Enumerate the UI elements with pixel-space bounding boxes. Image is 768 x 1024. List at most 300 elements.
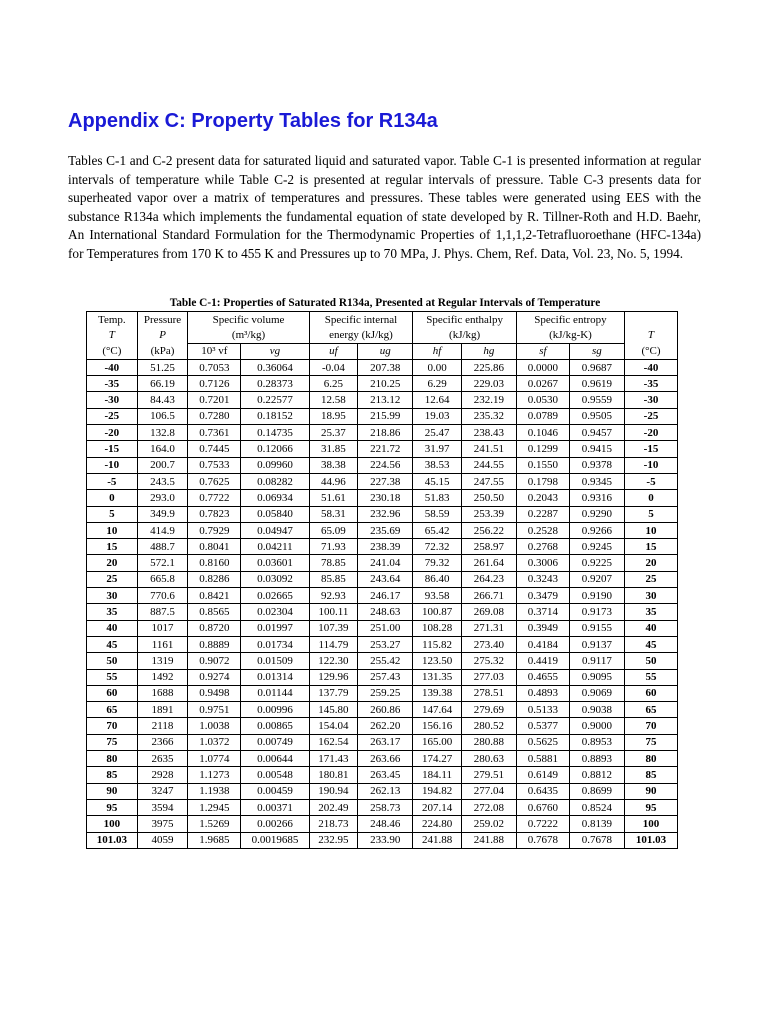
table-row — [87, 425, 678, 441]
header-specific-volume-unit: (m³/kg) — [188, 327, 309, 343]
cell-sf: 0.0267 — [516, 376, 569, 392]
header-entropy-unit: (kJ/kg-K) — [516, 327, 624, 343]
cell-sg: 0.9316 — [569, 490, 624, 506]
cell-vf: 0.9751 — [188, 702, 241, 718]
cell-ug: 246.17 — [358, 588, 413, 604]
cell-temp-right: 65 — [624, 702, 677, 718]
cell-pressure: 572.1 — [137, 555, 188, 571]
cell-sg: 0.9505 — [569, 408, 624, 424]
table-row — [87, 604, 678, 620]
cell-temp: 85 — [87, 767, 138, 783]
cell-vf: 1.0372 — [188, 734, 241, 750]
cell-pressure: 2118 — [137, 718, 188, 734]
cell-temp: 30 — [87, 588, 138, 604]
cell-temp: -35 — [87, 376, 138, 392]
cell-temp: -40 — [87, 359, 138, 375]
cell-ug: 258.73 — [358, 799, 413, 815]
cell-hf: 241.88 — [413, 832, 462, 848]
cell-sf: 0.0789 — [516, 408, 569, 424]
cell-sg: 0.8893 — [569, 751, 624, 767]
cell-vf: 0.8720 — [188, 620, 241, 636]
cell-sg: 0.8139 — [569, 816, 624, 832]
table-row — [87, 767, 678, 783]
cell-sf: 0.3243 — [516, 571, 569, 587]
table-row — [87, 669, 678, 685]
cell-sg: 0.7678 — [569, 832, 624, 848]
cell-temp-right: -5 — [624, 473, 677, 489]
header-t2-unit: (°C) — [624, 343, 677, 359]
cell-hg: 278.51 — [461, 685, 516, 701]
cell-pressure: 66.19 — [137, 376, 188, 392]
cell-hg: 280.63 — [461, 751, 516, 767]
cell-temp-right: -10 — [624, 457, 677, 473]
cell-vg: 0.12066 — [241, 441, 309, 457]
cell-sg: 0.8524 — [569, 799, 624, 815]
table-row — [87, 571, 678, 587]
cell-hg: 253.39 — [461, 506, 516, 522]
cell-uf: 85.85 — [309, 571, 358, 587]
table-row — [87, 734, 678, 750]
cell-hg: 277.03 — [461, 669, 516, 685]
cell-vg: 0.02665 — [241, 588, 309, 604]
cell-ug: 213.12 — [358, 392, 413, 408]
cell-vf: 0.7201 — [188, 392, 241, 408]
cell-uf: 137.79 — [309, 685, 358, 701]
table-row — [87, 702, 678, 718]
cell-vg: 0.03092 — [241, 571, 309, 587]
cell-ug: 235.69 — [358, 522, 413, 538]
cell-pressure: 1688 — [137, 685, 188, 701]
cell-sg: 0.9069 — [569, 685, 624, 701]
cell-temp: 95 — [87, 799, 138, 815]
header-internal-energy-unit: energy (kJ/kg) — [309, 327, 413, 343]
cell-temp-right: 25 — [624, 571, 677, 587]
cell-hg: 232.19 — [461, 392, 516, 408]
cell-vg: 0.28373 — [241, 376, 309, 392]
table-row — [87, 555, 678, 571]
cell-ug: 263.66 — [358, 751, 413, 767]
cell-ug: 241.04 — [358, 555, 413, 571]
cell-temp-right: -25 — [624, 408, 677, 424]
cell-sg: 0.9245 — [569, 539, 624, 555]
cell-ug: 248.46 — [358, 816, 413, 832]
cell-temp: 35 — [87, 604, 138, 620]
cell-temp: 15 — [87, 539, 138, 555]
cell-temp-right: 85 — [624, 767, 677, 783]
cell-uf: 51.61 — [309, 490, 358, 506]
cell-ug: 263.45 — [358, 767, 413, 783]
cell-sg: 0.9207 — [569, 571, 624, 587]
table-row — [87, 473, 678, 489]
cell-vg: 0.36064 — [241, 359, 309, 375]
cell-ug: 218.86 — [358, 425, 413, 441]
cell-temp: 45 — [87, 636, 138, 652]
cell-uf: 12.58 — [309, 392, 358, 408]
cell-pressure: 2366 — [137, 734, 188, 750]
header-vg: vg — [241, 343, 309, 359]
cell-ug: 263.17 — [358, 734, 413, 750]
cell-uf: -0.04 — [309, 359, 358, 375]
cell-vf: 1.1273 — [188, 767, 241, 783]
cell-temp-right: -15 — [624, 441, 677, 457]
cell-hg: 273.40 — [461, 636, 516, 652]
cell-sf: 0.2043 — [516, 490, 569, 506]
cell-sg: 0.9095 — [569, 669, 624, 685]
cell-temp-right: 95 — [624, 799, 677, 815]
cell-pressure: 1492 — [137, 669, 188, 685]
cell-temp: 75 — [87, 734, 138, 750]
cell-hg: 271.31 — [461, 620, 516, 636]
table-row — [87, 522, 678, 538]
cell-vf: 0.7625 — [188, 473, 241, 489]
cell-hg: 229.03 — [461, 376, 516, 392]
cell-vg: 0.01144 — [241, 685, 309, 701]
cell-hg: 280.88 — [461, 734, 516, 750]
cell-pressure: 132.8 — [137, 425, 188, 441]
cell-sg: 0.9225 — [569, 555, 624, 571]
cell-sf: 0.3006 — [516, 555, 569, 571]
cell-sf: 0.5133 — [516, 702, 569, 718]
cell-sg: 0.9687 — [569, 359, 624, 375]
cell-ug: 233.90 — [358, 832, 413, 848]
cell-hg: 256.22 — [461, 522, 516, 538]
cell-temp-right: 50 — [624, 653, 677, 669]
cell-temp-right: 20 — [624, 555, 677, 571]
cell-sf: 0.6760 — [516, 799, 569, 815]
cell-hf: 115.82 — [413, 636, 462, 652]
cell-uf: 202.49 — [309, 799, 358, 815]
cell-vg: 0.00749 — [241, 734, 309, 750]
header-pressure-symbol: P — [137, 327, 188, 343]
table-row — [87, 832, 678, 848]
cell-sg: 0.8812 — [569, 767, 624, 783]
cell-uf: 31.85 — [309, 441, 358, 457]
cell-hf: 224.80 — [413, 816, 462, 832]
cell-ug: 224.56 — [358, 457, 413, 473]
cell-ug: 230.18 — [358, 490, 413, 506]
cell-sf: 0.4419 — [516, 653, 569, 669]
cell-pressure: 3975 — [137, 816, 188, 832]
cell-hf: 165.00 — [413, 734, 462, 750]
header-t2-symbol: T — [624, 327, 677, 343]
table-row — [87, 457, 678, 473]
cell-sg: 0.9117 — [569, 653, 624, 669]
cell-ug: 262.13 — [358, 783, 413, 799]
cell-hf: 31.97 — [413, 441, 462, 457]
cell-hf: 139.38 — [413, 685, 462, 701]
cell-hg: 238.43 — [461, 425, 516, 441]
property-table — [86, 311, 678, 849]
cell-sf: 0.4655 — [516, 669, 569, 685]
cell-temp-right: 70 — [624, 718, 677, 734]
cell-ug: 210.25 — [358, 376, 413, 392]
cell-pressure: 84.43 — [137, 392, 188, 408]
cell-temp: -30 — [87, 392, 138, 408]
cell-vf: 0.9274 — [188, 669, 241, 685]
cell-hf: 25.47 — [413, 425, 462, 441]
cell-vf: 0.9072 — [188, 653, 241, 669]
cell-sf: 0.3714 — [516, 604, 569, 620]
cell-sf: 0.4184 — [516, 636, 569, 652]
cell-sg: 0.9137 — [569, 636, 624, 652]
table-row — [87, 636, 678, 652]
cell-pressure: 1319 — [137, 653, 188, 669]
cell-pressure: 106.5 — [137, 408, 188, 424]
cell-vf: 0.8565 — [188, 604, 241, 620]
cell-temp-right: 30 — [624, 588, 677, 604]
cell-hf: 131.35 — [413, 669, 462, 685]
cell-uf: 92.93 — [309, 588, 358, 604]
cell-temp: 0 — [87, 490, 138, 506]
header-temp-symbol: T — [87, 327, 138, 343]
cell-vf: 0.7280 — [188, 408, 241, 424]
cell-vf: 1.1938 — [188, 783, 241, 799]
cell-pressure: 2635 — [137, 751, 188, 767]
cell-pressure: 200.7 — [137, 457, 188, 473]
cell-temp: 80 — [87, 751, 138, 767]
header-sf: sf — [516, 343, 569, 359]
cell-vg: 0.14735 — [241, 425, 309, 441]
cell-ug: 221.72 — [358, 441, 413, 457]
cell-sg: 0.9415 — [569, 441, 624, 457]
cell-temp: -15 — [87, 441, 138, 457]
table-row — [87, 441, 678, 457]
cell-vg: 0.00371 — [241, 799, 309, 815]
cell-temp-right: 45 — [624, 636, 677, 652]
cell-vf: 0.7929 — [188, 522, 241, 538]
cell-temp-right: 55 — [624, 669, 677, 685]
cell-hf: 207.14 — [413, 799, 462, 815]
cell-hg: 244.55 — [461, 457, 516, 473]
cell-ug: 262.20 — [358, 718, 413, 734]
cell-temp-right: 90 — [624, 783, 677, 799]
header-pressure-unit: (kPa) — [137, 343, 188, 359]
cell-vg: 0.04211 — [241, 539, 309, 555]
cell-uf: 232.95 — [309, 832, 358, 848]
cell-hg: 269.08 — [461, 604, 516, 620]
cell-pressure: 349.9 — [137, 506, 188, 522]
cell-vf: 0.7445 — [188, 441, 241, 457]
cell-uf: 190.94 — [309, 783, 358, 799]
cell-sf: 0.2528 — [516, 522, 569, 538]
table-row — [87, 392, 678, 408]
cell-pressure: 1161 — [137, 636, 188, 652]
cell-sf: 0.5377 — [516, 718, 569, 734]
cell-temp: -20 — [87, 425, 138, 441]
table-row — [87, 376, 678, 392]
table-row — [87, 685, 678, 701]
cell-hg: 266.71 — [461, 588, 516, 604]
table-row — [87, 718, 678, 734]
cell-pressure: 164.0 — [137, 441, 188, 457]
cell-temp-right: -30 — [624, 392, 677, 408]
cell-vg: 0.00865 — [241, 718, 309, 734]
cell-hf: 51.83 — [413, 490, 462, 506]
cell-pressure: 4059 — [137, 832, 188, 848]
header-t2-top — [624, 312, 677, 328]
cell-vg: 0.03601 — [241, 555, 309, 571]
cell-sf: 0.7678 — [516, 832, 569, 848]
cell-pressure: 1017 — [137, 620, 188, 636]
cell-ug: 243.64 — [358, 571, 413, 587]
header-enthalpy-unit: (kJ/kg) — [413, 327, 517, 343]
cell-vg: 0.18152 — [241, 408, 309, 424]
cell-sf: 0.0530 — [516, 392, 569, 408]
cell-pressure: 51.25 — [137, 359, 188, 375]
cell-sf: 0.6435 — [516, 783, 569, 799]
cell-uf: 154.04 — [309, 718, 358, 734]
table-row — [87, 506, 678, 522]
cell-sg: 0.9173 — [569, 604, 624, 620]
cell-sf: 0.1299 — [516, 441, 569, 457]
cell-temp: 10 — [87, 522, 138, 538]
cell-hg: 250.50 — [461, 490, 516, 506]
cell-vg: 0.02304 — [241, 604, 309, 620]
cell-sf: 0.6149 — [516, 767, 569, 783]
table-row — [87, 653, 678, 669]
cell-temp: 100 — [87, 816, 138, 832]
cell-sf: 0.0000 — [516, 359, 569, 375]
cell-hf: 0.00 — [413, 359, 462, 375]
cell-vg: 0.22577 — [241, 392, 309, 408]
cell-ug: 255.42 — [358, 653, 413, 669]
table-caption: Table C-1: Properties of Saturated R134a, Presented at Regular Intervals of Temperature — [169, 297, 601, 309]
cell-hf: 174.27 — [413, 751, 462, 767]
header-entropy: Specific entropy — [516, 312, 624, 328]
cell-hf: 147.64 — [413, 702, 462, 718]
cell-sg: 0.9266 — [569, 522, 624, 538]
cell-hf: 38.53 — [413, 457, 462, 473]
cell-hf: 86.40 — [413, 571, 462, 587]
cell-uf: 145.80 — [309, 702, 358, 718]
cell-vf: 1.9685 — [188, 832, 241, 848]
cell-pressure: 3247 — [137, 783, 188, 799]
cell-sg: 0.9559 — [569, 392, 624, 408]
cell-pressure: 414.9 — [137, 522, 188, 538]
cell-vf: 0.8160 — [188, 555, 241, 571]
cell-vf: 0.8889 — [188, 636, 241, 652]
table-row — [87, 490, 678, 506]
cell-vg: 0.05840 — [241, 506, 309, 522]
cell-temp-right: 101.03 — [624, 832, 677, 848]
cell-hg: 258.97 — [461, 539, 516, 555]
header-hg: hg — [461, 343, 516, 359]
cell-temp-right: 40 — [624, 620, 677, 636]
cell-uf: 6.25 — [309, 376, 358, 392]
cell-uf: 218.73 — [309, 816, 358, 832]
cell-vf: 0.7722 — [188, 490, 241, 506]
cell-temp-right: 80 — [624, 751, 677, 767]
cell-ug: 238.39 — [358, 539, 413, 555]
cell-vf: 0.8286 — [188, 571, 241, 587]
cell-temp-right: -35 — [624, 376, 677, 392]
cell-hg: 225.86 — [461, 359, 516, 375]
cell-sg: 0.9457 — [569, 425, 624, 441]
header-hf: hf — [413, 343, 462, 359]
cell-hf: 58.59 — [413, 506, 462, 522]
cell-sf: 0.2287 — [516, 506, 569, 522]
table-row — [87, 408, 678, 424]
cell-vf: 0.8421 — [188, 588, 241, 604]
cell-hf: 19.03 — [413, 408, 462, 424]
cell-vf: 1.2945 — [188, 799, 241, 815]
cell-ug: 259.25 — [358, 685, 413, 701]
cell-vf: 0.8041 — [188, 539, 241, 555]
page-title: Appendix C: Property Tables for R134a — [68, 110, 438, 132]
cell-ug: 251.00 — [358, 620, 413, 636]
cell-temp: 20 — [87, 555, 138, 571]
cell-temp: 5 — [87, 506, 138, 522]
cell-hg: 279.69 — [461, 702, 516, 718]
cell-sg: 0.9345 — [569, 473, 624, 489]
table-row — [87, 751, 678, 767]
cell-pressure: 243.5 — [137, 473, 188, 489]
cell-temp: 50 — [87, 653, 138, 669]
header-uf: uf — [309, 343, 358, 359]
cell-uf: 71.93 — [309, 539, 358, 555]
cell-sf: 0.1550 — [516, 457, 569, 473]
header-temp-top: Temp. — [87, 312, 138, 328]
cell-vg: 0.08282 — [241, 473, 309, 489]
cell-ug: 248.63 — [358, 604, 413, 620]
cell-sg: 0.9378 — [569, 457, 624, 473]
cell-hg: 275.32 — [461, 653, 516, 669]
cell-hg: 235.32 — [461, 408, 516, 424]
cell-sg: 0.9619 — [569, 376, 624, 392]
cell-temp-right: 100 — [624, 816, 677, 832]
cell-pressure: 3594 — [137, 799, 188, 815]
cell-uf: 38.38 — [309, 457, 358, 473]
cell-ug: 215.99 — [358, 408, 413, 424]
cell-vg: 0.00459 — [241, 783, 309, 799]
cell-sg: 0.9190 — [569, 588, 624, 604]
cell-temp: 60 — [87, 685, 138, 701]
cell-hf: 156.16 — [413, 718, 462, 734]
cell-vg: 0.00548 — [241, 767, 309, 783]
cell-vg: 0.01734 — [241, 636, 309, 652]
cell-ug: 257.43 — [358, 669, 413, 685]
table-row — [87, 816, 678, 832]
cell-hf: 93.58 — [413, 588, 462, 604]
cell-vg: 0.01997 — [241, 620, 309, 636]
cell-temp: -5 — [87, 473, 138, 489]
header-temp-unit: (°C) — [87, 343, 138, 359]
header-ug: ug — [358, 343, 413, 359]
cell-vf: 0.7126 — [188, 376, 241, 392]
cell-uf: 171.43 — [309, 751, 358, 767]
cell-hf: 108.28 — [413, 620, 462, 636]
cell-uf: 58.31 — [309, 506, 358, 522]
cell-pressure: 1891 — [137, 702, 188, 718]
cell-hg: 279.51 — [461, 767, 516, 783]
cell-vg: 0.00266 — [241, 816, 309, 832]
table-row — [87, 799, 678, 815]
cell-vg: 0.0019685 — [241, 832, 309, 848]
cell-hg: 261.64 — [461, 555, 516, 571]
cell-sf: 0.3949 — [516, 620, 569, 636]
cell-sf: 0.2768 — [516, 539, 569, 555]
header-vf: 10³ vf — [188, 343, 241, 359]
header-internal-energy: Specific internal — [309, 312, 413, 328]
cell-hf: 45.15 — [413, 473, 462, 489]
cell-sf: 0.7222 — [516, 816, 569, 832]
cell-hf: 184.11 — [413, 767, 462, 783]
cell-temp: -25 — [87, 408, 138, 424]
cell-uf: 25.37 — [309, 425, 358, 441]
cell-sf: 0.3479 — [516, 588, 569, 604]
cell-uf: 18.95 — [309, 408, 358, 424]
cell-uf: 100.11 — [309, 604, 358, 620]
